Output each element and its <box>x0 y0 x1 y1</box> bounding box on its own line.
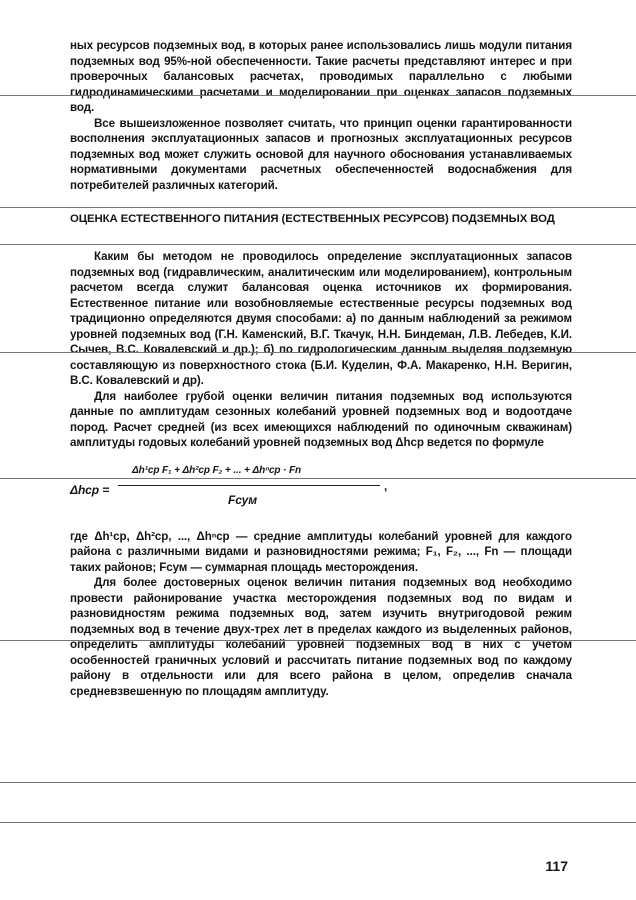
scan-line <box>0 95 636 96</box>
formula-comma: , <box>384 479 388 493</box>
scan-line <box>0 207 636 208</box>
scan-line <box>0 244 636 245</box>
scan-line <box>0 822 636 823</box>
paragraph-3: Каким бы методом не проводилось определение эксплуатационных запасов подземных вод (гидравлическим, аналитическим или моделированием), контрольным расчетом всегда служит балансовая оценка источников их формирования. Естественное питание или возобновляемые естественные ресурсы подземных вод традиционно определяются двумя способами: а) по данным наблюдений за режимом уровней подземных вод (Г.Н. Каменский, В.Г. Ткачук, Н.Н. Биндеман, Л.В. Лебедев, К.И. Сычев, В.С. Ковалевский и др.); б) по гидрологическим данным выделяя подземную составляющую из поверхностного стока (Б.И. Куделин, Ф.А. Макаренко, Н.Н. Веригин, В.С. Ковалевский и др). <box>70 250 572 387</box>
paragraph-2: Все вышеизложенное позволяет считать, что принцип оценки гарантированности восполнения эксплуатационных запасов и прогнозных эксплуатационных ресурсов подземных вод может служить основой для научного обоснования устанавливаемых нормативными документами расчетных обеспеченностей водоснабжения для потребителей различных категорий. <box>70 116 572 192</box>
page-number: 117 <box>545 858 568 874</box>
page-body <box>70 38 572 699</box>
scan-line <box>0 782 636 783</box>
formula-mean-amplitude <box>70 463 572 519</box>
scan-line <box>0 640 636 641</box>
scan-line <box>0 478 636 479</box>
scan-line <box>0 352 636 353</box>
formula-denominator: Fсум <box>228 492 257 507</box>
formula-numerator: Δh¹ср F₁ + Δh²ср F₂ + ... + Δhⁿср · Fn <box>132 464 302 476</box>
section-heading: ОЦЕНКА ЕСТЕСТВЕННОГО ПИТАНИЯ (ЕСТЕСТВЕННЫХ РЕСУРСОВ) ПОДЗЕМНЫХ ВОД <box>70 213 555 225</box>
paragraph-6: Для более достоверных оценок величин питания подземных вод необходимо провести районирование участка месторождения подземных вод по видам и разновидностям режима подземных вод, затем изучить внутригодовой режим подземных вод в течение двух-трех лет в пределах каждого из выделенных районов, определить амплитуды колебаний уровней подземных вод в них с учетом особенностей граничных условий и рассчитать питание подземных вод по каждому району в отдельности или для всего района в целом, определив сначала средневзвешенную по площадям амплитуду. <box>70 576 572 698</box>
formula-lhs: Δhср = <box>70 482 110 497</box>
paragraph-5: где Δh¹ср, Δh²ср, ..., Δhⁿср — средние амплитуды колебаний уровней для каждого района с различными видами и разновидностями режима; F₁, F₂, ..., Fn — площади таких районов; Fсум — суммарная площадь месторождения. <box>70 529 572 574</box>
paragraph-1: ных ресурсов подземных вод, в которых ранее использовались лишь модули питания подземных вод 95%-ной обеспеченности. Такие расчеты представляют интерес и при проверочных балансовых расчетах, проводимых параллельно с любыми гидродинамическими расчетами и моделировании при оценках запасов подземных вод. <box>70 39 572 114</box>
fraction-bar <box>118 485 380 486</box>
paragraph-4: Для наиболее грубой оценки величин питания подземных вод используются данные по амплитудам сезонных колебаний уровней подземных вод и водоотдаче пород. Расчет средней (из всех имеющихся наблюдений по одиночным скважинам) амплитуды годовых колебаний уровней подземных вод Δhср ведется по формуле <box>70 389 572 449</box>
